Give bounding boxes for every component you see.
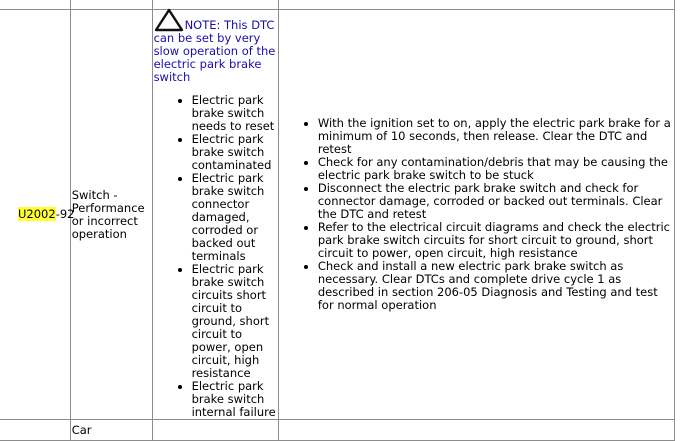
table-cell [70,0,152,10]
list-item: • With the ignition set to on, apply the electric park brake for a minimum of 10 seconds, then release. Clear the DTC and retest [318,117,673,156]
dtc-code-suffix: -92 [55,207,75,221]
table-cell [0,420,70,441]
dtc-code-cell [0,10,75,420]
note-block [154,8,277,84]
list-item: • Check for any contamination/debris that may be causing the electric park brake switch to be stuck [318,156,673,182]
list-item: • Refer to the electrical circuit diagrams and check the electric park brake switch circuits for short circuit to ground, short circuit to power, open circuit, high resistance [318,221,673,260]
table-cell [152,420,278,441]
table-row [0,10,675,420]
note-text: NOTE: This DTC can be set by very slow operation of the electric park brake switch [153,18,276,84]
list-item: • Electric park brake switch circuits short circuit to ground, short circuit to power, open circuit, high resistance [192,263,277,380]
list-item: • Electric park brake switch connector damaged, corroded or backed out terminals [192,172,277,263]
list-item: • Check and install a new electric park brake switch as necessary. Clear DTCs and complete drive cycle 1 as described in section 206-05 Diagnosis and Testing and test for normal operation [318,260,673,312]
list-item: • Electric park brake switch needs to reset [192,94,277,133]
condition-cell: Switch - Performance or incorrect operation [70,10,152,420]
table-cell [278,420,674,441]
table-cell [0,0,70,10]
actions-cell [278,10,674,420]
list-item: • Disconnect the electric park brake switch and check for connector damage, corroded or backed out terminals. Clear the DTC and retest [318,182,673,221]
table-cell [278,0,674,10]
list-item: • Electric park brake switch internal failure [192,380,277,419]
table-row-previous [0,0,675,10]
possible-causes-list [154,94,277,419]
dtc-code-highlight: U2002 [18,207,56,221]
next-condition-cell: Car [70,420,152,441]
table-row-next [0,420,675,441]
causes-cell [152,10,278,420]
warning-triangle-icon [154,8,184,32]
actions-list [280,117,673,312]
list-item: • Electric park brake switch contaminated [192,133,277,172]
